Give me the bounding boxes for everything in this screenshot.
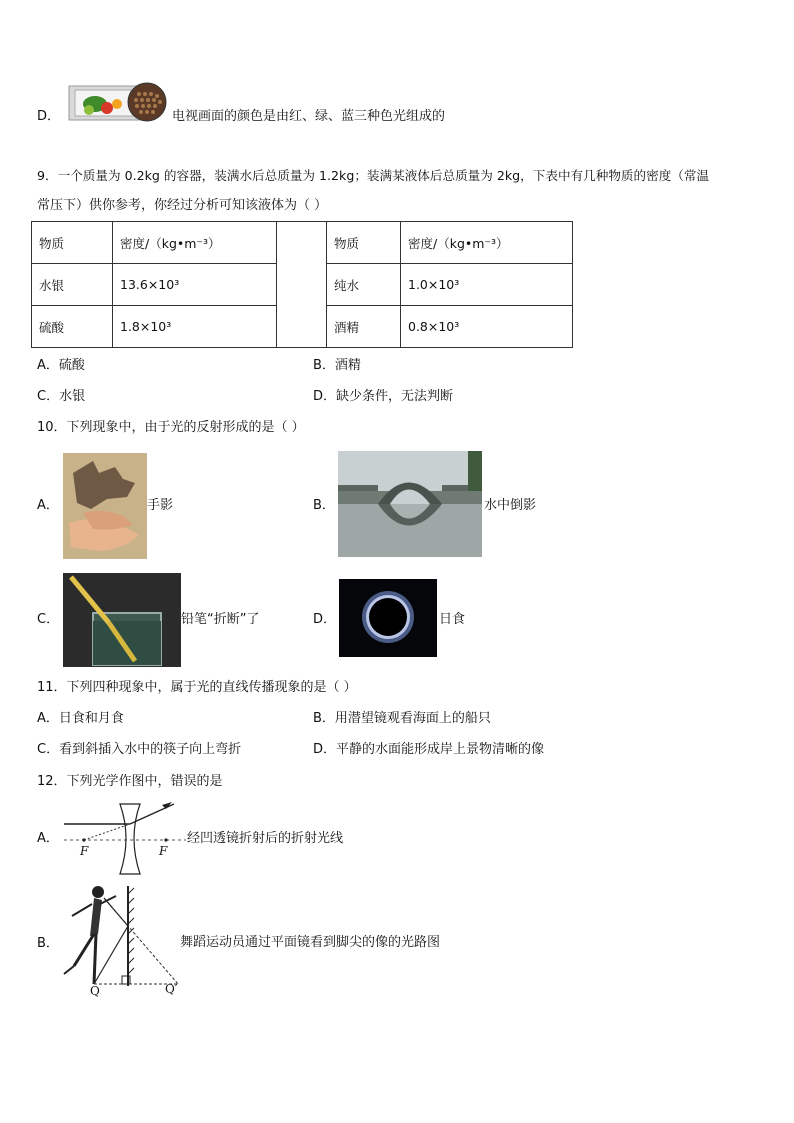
q9-option-c: C．水银 (37, 389, 86, 404)
focus-left-label: F (80, 844, 89, 858)
q8-option-d-text: 电视画面的颜色是由红、绿、蓝三种色光组成的 (172, 109, 446, 124)
q10-option-c-label: C． (37, 612, 60, 627)
q11-stem: 11．下列四种现象中，属于光的直线传播现象的是（ ） (37, 680, 357, 695)
table-cell: 纯水 (327, 264, 401, 306)
table-cell: 酒精 (327, 306, 401, 348)
q10-option-a-caption: 手影 (147, 498, 174, 513)
image-point-q-label: Q′ (165, 982, 178, 996)
table-cell: 13.6×10³ (113, 264, 277, 306)
q9-option-a: A．硫酸 (37, 358, 85, 373)
q8-option-d-label: D． (37, 109, 61, 124)
table-cell: 1.8×10³ (113, 306, 277, 348)
q10-option-b-label: B． (313, 498, 335, 513)
q11-option-a: A．日食和月食 (37, 711, 124, 726)
tv-image (67, 82, 171, 122)
table-cell: 物质 (32, 222, 113, 264)
q9-stem-line1: 9．一个质量为 0.2kg 的容器，装满水后总质量为 1.2kg；装满某液体后总质量为 2kg，下表中有几种物质的密度（常温 (37, 168, 710, 183)
q11-option-b: B．用潜望镜观看海面上的船只 (313, 711, 491, 726)
table-cell: 密度/（kg•m⁻³） (113, 222, 277, 264)
focus-right-label: F (159, 844, 168, 858)
q12-option-a-caption: 经凹透镜折射后的折射光线 (187, 831, 344, 846)
q10-option-d-label: D． (313, 612, 337, 627)
pencil-in-water-image (63, 573, 181, 667)
q9-stem-line2: 常压下）供你参考，你经过分析可知该液体为（ ） (37, 198, 328, 213)
table-cell: 硫酸 (32, 306, 113, 348)
table-row (32, 222, 573, 264)
point-q-label: Q (90, 984, 100, 998)
table-cell: 0.8×10³ (401, 306, 573, 348)
table-cell: 1.0×10³ (401, 264, 573, 306)
plane-mirror-diagram (60, 882, 188, 994)
q10-stem: 10．下列现象中，由于光的反射形成的是（ ） (37, 420, 305, 435)
q12-option-b-label: B． (37, 936, 59, 951)
concave-lens-diagram (62, 798, 188, 878)
q9-option-b: B．酒精 (313, 358, 361, 373)
solar-eclipse-image (339, 579, 437, 657)
table-cell: 密度/（kg•m⁻³） (401, 222, 573, 264)
q10-option-c-caption: 铅笔“折断”了 (181, 612, 260, 627)
q12-option-a-label: A． (37, 831, 59, 846)
hand-shadow-image (63, 453, 147, 559)
density-table (31, 221, 573, 348)
q10-option-a-label: A． (37, 498, 59, 513)
q12-option-b-caption: 舞蹈运动员通过平面镜看到脚尖的像的光路图 (180, 935, 441, 950)
q11-option-d: D．平静的水面能形成岸上景物清晰的像 (313, 742, 545, 757)
q9-option-d: D．缺少条件，无法判断 (313, 389, 454, 404)
q12-stem: 12．下列光学作图中，错误的是 (37, 774, 223, 789)
q10-option-d-caption: 日食 (439, 612, 466, 627)
bridge-reflection-image (338, 451, 482, 557)
table-spacer-cell (277, 222, 327, 348)
table-cell: 水银 (32, 264, 113, 306)
table-cell: 物质 (327, 222, 401, 264)
q11-option-c: C．看到斜插入水中的筷子向上弯折 (37, 742, 242, 757)
q10-option-b-caption: 水中倒影 (484, 498, 537, 513)
